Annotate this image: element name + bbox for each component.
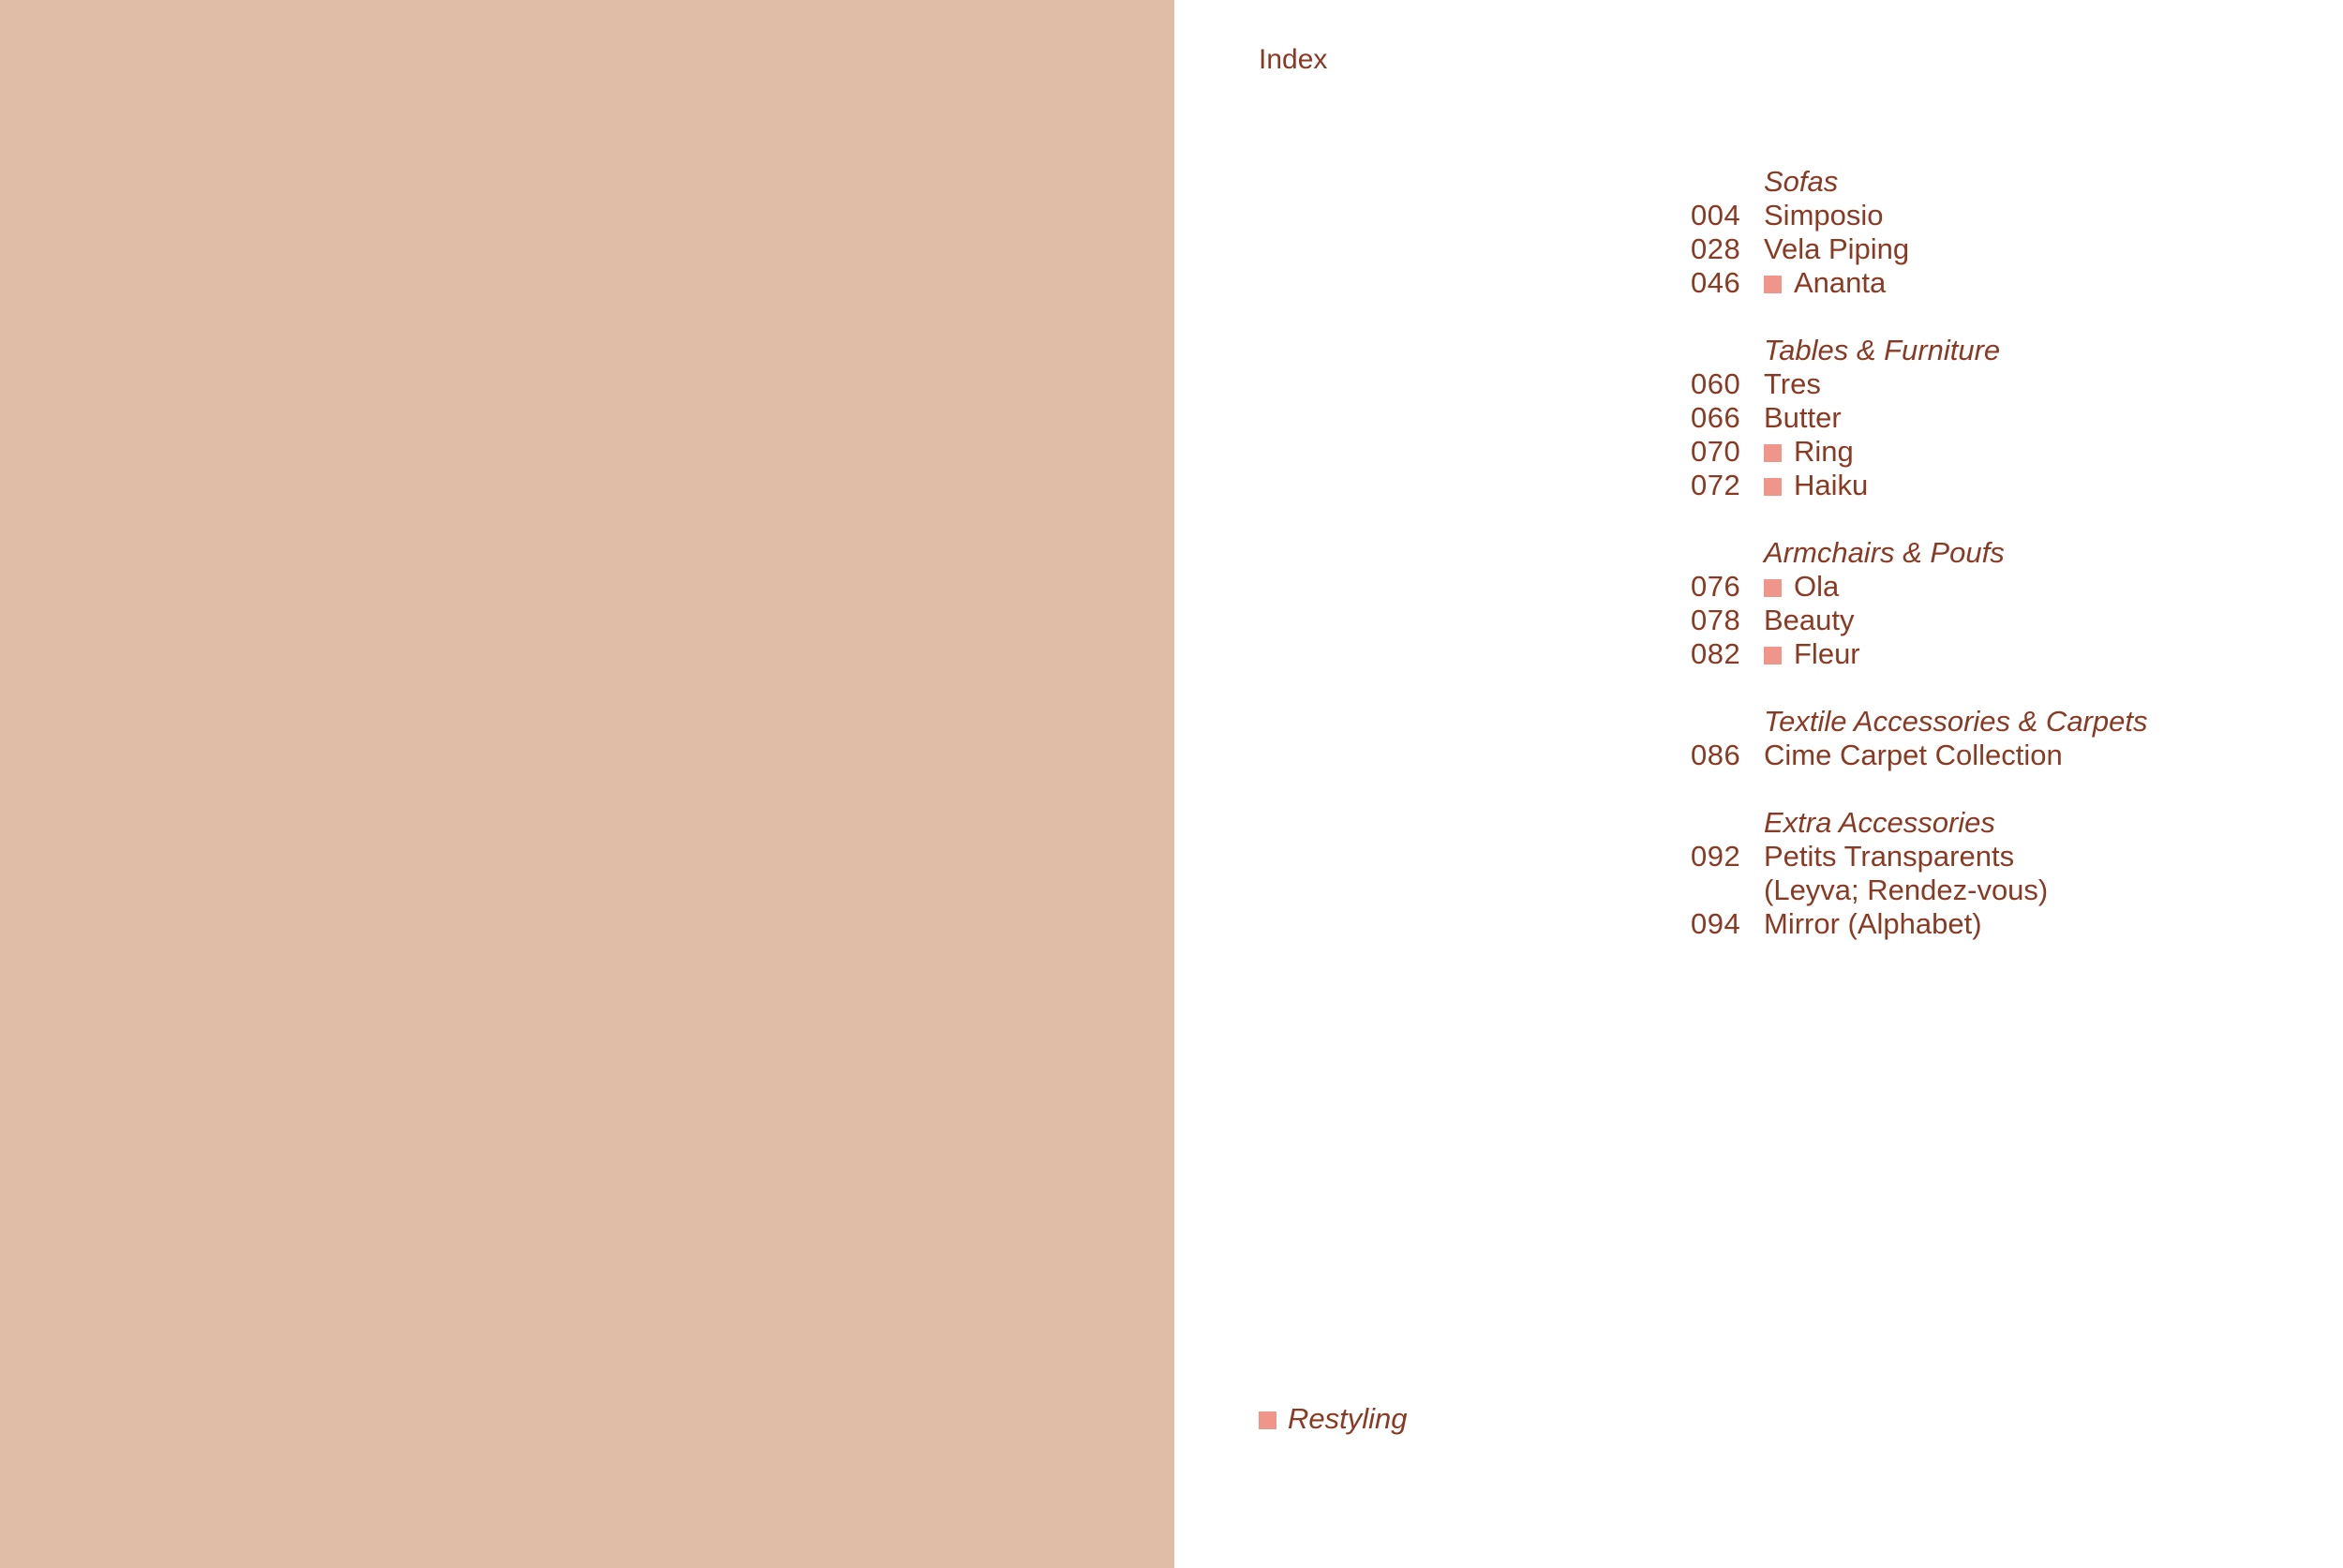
index-section [1691,806,2309,941]
entry-title-text: Vela Piping [1764,232,1910,265]
section-title: Sofas [1764,165,1839,198]
entry-title-text: Beauty [1764,604,1855,636]
page-number: 046 [1691,266,1741,299]
entry-title [1764,435,2309,469]
entry-title-text: Mirror (Alphabet) [1764,907,1982,940]
page-number: 078 [1691,604,1741,636]
entry-title [1764,604,2309,637]
index-entry[interactable] [1691,840,2309,907]
index-entry[interactable] [1691,469,2309,502]
entry-title [1764,367,2309,401]
index-entry[interactable] [1691,570,2309,604]
entry-title-text: Cime Carpet Collection [1764,739,2063,771]
entry-title [1764,401,2309,435]
restyling-marker-icon [1259,1411,1276,1429]
entry-title-text: Ring [1794,435,1854,468]
page-number: 082 [1691,637,1741,670]
entry-title-text: Fleur [1794,637,1860,670]
entry-title-text: Tres [1764,367,1821,400]
index-entry[interactable] [1691,199,2309,232]
page-number: 092 [1691,840,1741,873]
restyling-marker-icon [1764,444,1782,462]
page-title: Index [1259,44,1328,75]
entry-title [1764,840,2309,907]
section-title: Extra Accessories [1764,806,1995,839]
legend-label: Restyling [1288,1402,1408,1435]
section-title: Tables & Furniture [1764,334,2001,366]
entry-title-text: Ananta [1794,266,1887,299]
page-number: 076 [1691,570,1741,603]
index-section [1691,334,2309,502]
page-number: 086 [1691,739,1741,771]
index-entry[interactable] [1691,266,2309,300]
index-entry[interactable] [1691,367,2309,401]
restyling-marker-icon [1764,647,1782,665]
entry-title [1764,907,2309,941]
restyling-marker-icon [1764,478,1782,496]
restyling-marker-icon [1764,276,1782,293]
entry-title-text: Petits Transparents [1764,840,2015,873]
entry-title-text: Simposio [1764,199,1884,231]
index-entry[interactable] [1691,232,2309,266]
entry-title-text: Butter [1764,401,1842,434]
entry-title [1764,570,2309,604]
index-entry[interactable] [1691,401,2309,435]
index-entry[interactable] [1691,739,2309,772]
section-title: Textile Accessories & Carpets [1764,705,2148,738]
legend [1259,1400,1408,1438]
page-number: 070 [1691,435,1741,468]
page-number: 094 [1691,907,1741,940]
index-entry[interactable] [1691,907,2309,941]
index-section [1691,536,2309,671]
page-number: 060 [1691,367,1741,400]
entry-title [1764,739,2309,772]
index-section [1691,705,2309,772]
page-number: 004 [1691,199,1741,231]
index-section [1691,165,2309,300]
page-number: 028 [1691,232,1741,265]
entry-title-text: Ola [1794,570,1840,603]
entry-title [1764,232,2309,266]
entry-note: (Leyva; Rendez-vous) [1764,874,2049,906]
entry-title-text: Haiku [1794,469,1869,501]
page-number: 072 [1691,469,1741,501]
page-number: 066 [1691,401,1741,434]
entry-title [1764,637,2309,671]
section-title: Armchairs & Poufs [1764,536,2005,569]
entry-title [1764,199,2309,232]
index-list [1691,165,2309,975]
index-entry[interactable] [1691,435,2309,469]
restyling-marker-icon [1764,579,1782,597]
index-entry[interactable] [1691,604,2309,637]
index-entry[interactable] [1691,637,2309,671]
entry-title [1764,266,2309,300]
entry-title [1764,469,2309,502]
